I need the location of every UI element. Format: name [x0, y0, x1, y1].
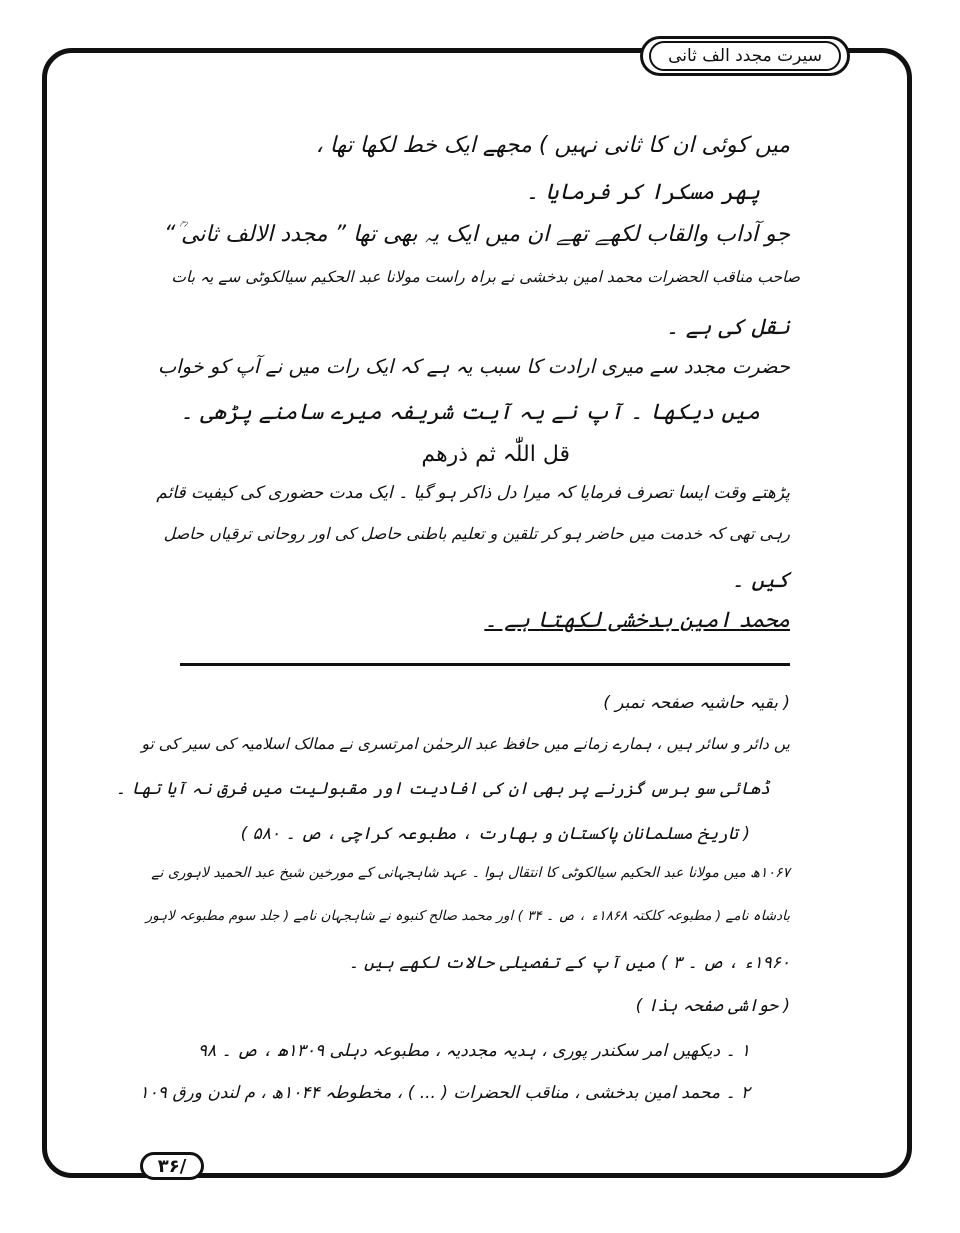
text-line: جو آداب والقاب لکھے تھے ان میں ایک یہ بھی تھا ” مجدد الالف ثانی ؒ“ [164, 222, 790, 247]
quranic-verse: قل اللّٰہ ثم ذرھم [421, 442, 570, 467]
footnotes [115, 0, 790, 1150]
footnote-line: ۱۰۶۷ھ میں مولانا عبد الحکیم سیالکوٹی کا انتقال ہوا ۔ عہد شاہجہانی کے مورخین شیخ عبد الحمید لاہوری نے [151, 865, 790, 881]
text-line: حضرت مجدد سے میری ارادت کا سبب یہ ہے کہ ایک رات میں نے آپ کو خواب [157, 355, 790, 378]
text-line: رہی تھی کہ خدمت میں حاضر ہو کر تلقین و تعلیم باطنی حاصل کی اور روحانی ترقیاں حاصل [163, 524, 790, 543]
footnote-line: ڈھائی سو برس گزرنے پر بھی ان کی افادیت اور مقبولیت میں فرق نہ آیا تھا ۔ [115, 779, 770, 799]
footnote-reference: ۲ ۔ محمد امین بدخشی ، مناقب الحضرات ( ... ) ، مخطوطہ ۱۰۴۴ھ ، م لندن ورق ۱۰۹ [139, 1083, 750, 1103]
footnote-reference: ۱ ۔ دیکھیں امر سکندر پوری ، ہدیہ مجددیہ ، مطبوعہ دہلی ۱۳۰۹ھ ، ص ۔ ۹۸ [197, 1041, 750, 1061]
text-line: پڑھتے وقت ایسا تصرف فرمایا کہ میرا دل ذاکر ہو گیا ۔ ایک مدت حضوری کی کیفیت قائم [156, 483, 790, 503]
footnote-line: بادشاہ نامے ( مطبوعہ کلکتہ ۱۸۶۸ء ، ص ۔ ۳۴ ) اور محمد صالح کنبوہ نے شاہجہان نامے ( جلد سوم مطبوعہ لاہور [145, 908, 790, 924]
footnote-line: ۱۹۶۰ء ، ص ۔ ۳ ) میں آپ کے تفصیلی حالات لکھے ہیں ۔ [348, 953, 790, 973]
footnote-line: یں دائر و سائر ہیں ، ہمارے زمانے میں حافظ عبد الرحمٰن امرتسری نے ممالک اسلامیہ کی سیر کی تو [141, 735, 790, 753]
footnote-line: ( تاریخ مسلمانان پاکستان و بھارت ، مطبوعہ کراچی ، ص ۔ ۵۸۰ ) [240, 824, 750, 844]
text-line: محمد امین بدخشی لکھتا ہے ۔ [484, 608, 790, 633]
text-line: میں دیکھا ۔ آپ نے یہ آیت شریفہ میرے سامنے پڑھی ۔ [180, 400, 760, 425]
text-line: کیں ۔ [731, 568, 790, 593]
footnote-heading: ( بقیہ حاشیہ صفحہ نمبر ) [603, 693, 790, 713]
text-line: صاحب مناقب الحضرات محمد امین بدخشی نے براہ راست مولانا عبد الحکیم سیالکوٹی سے یہ بات [171, 268, 800, 286]
page-number: ۳۶/ [140, 1152, 204, 1180]
text-line: میں کوئی ان کا ثانی نہیں ) مجھے ایک خط لکھا تھا ، [315, 133, 790, 158]
text-line: نقل کی ہے ۔ [665, 315, 790, 340]
book-title: سیرت مجدد الف ثانی [649, 41, 841, 71]
text-line: پھر مسکرا کر فرمایا ۔ [525, 180, 760, 205]
footnote-line: ( حواشی صفحہ ہذا ) [635, 996, 790, 1016]
